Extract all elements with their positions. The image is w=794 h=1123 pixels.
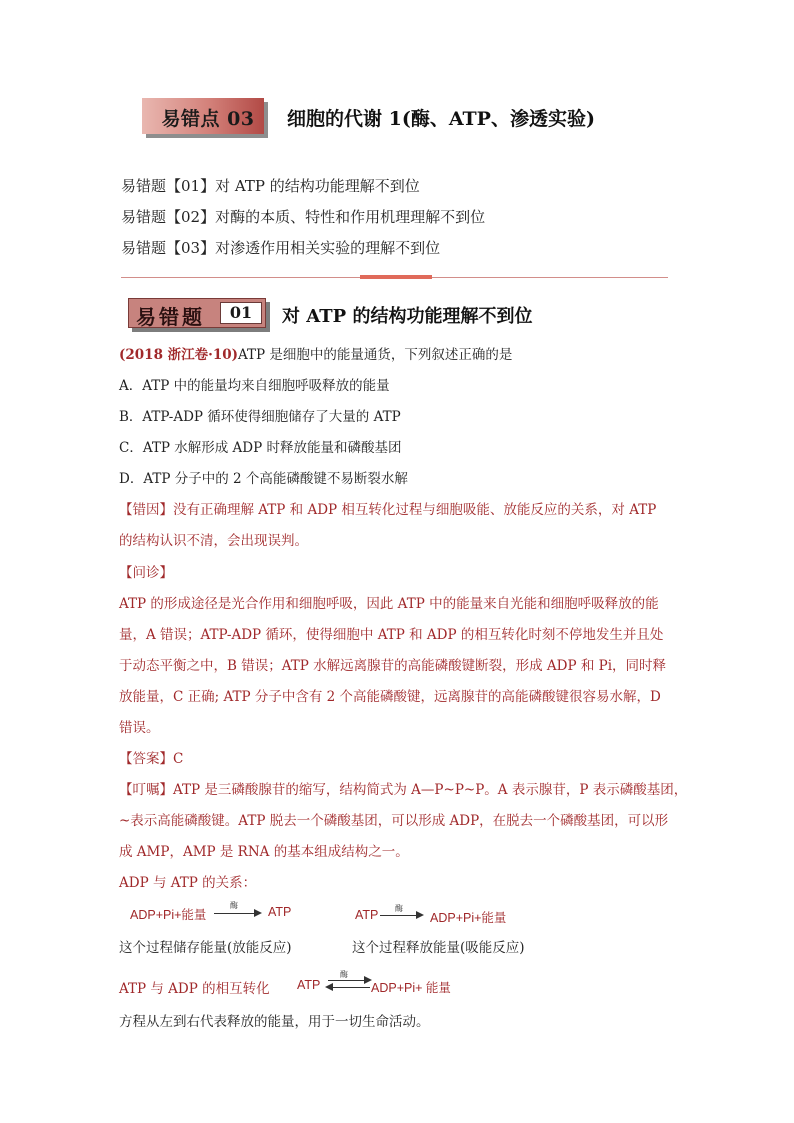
eq1-enzyme: 酶 — [230, 901, 238, 910]
diagnosis-label: 【问诊】 — [119, 565, 173, 581]
reminder-text-1: ATP 是三磷酸腺苷的缩写，结构简式为 A—P~P~P。A 表示腺苷，P 表示磷酸基团， — [173, 782, 688, 798]
eq1-arrow-head — [254, 909, 262, 917]
eq1-right: ATP — [268, 905, 292, 919]
eq3-arrow-left-head — [325, 983, 333, 991]
diagnosis-line-2: 量，A 错误；ATP-ADP 循环，使得细胞中 ATP 和 ADP 的相互转化时刻不停地发生并且处 — [119, 627, 664, 643]
error-cause-text-2: 的结构认识不清，会出现误判。 — [119, 533, 308, 549]
diagnosis-line-1: ATP 的形成途径是光合作用和细胞呼吸，因此 ATP 中的能量来自光能和细胞呼吸释放的能 — [119, 596, 659, 612]
eq3-arrow-bottom-line — [332, 987, 370, 988]
eq3-enzyme: 酶 — [340, 970, 348, 979]
reminder-line-1 — [119, 778, 687, 798]
answer-value: C — [173, 751, 184, 767]
option-d: D．ATP 分子中的 2 个高能磷酸键不易断裂水解 — [119, 471, 408, 487]
answer-label: 【答案】 — [119, 751, 173, 767]
option-a: A．ATP 中的能量均来自细胞呼吸释放的能量 — [119, 378, 390, 394]
relation-title: ADP 与 ATP 的关系： — [119, 875, 257, 891]
eq3-right: ADP+Pi+ 能量 — [371, 981, 451, 995]
diagnosis-line-4: 放能量，C 正确; ATP 分子中含有 2 个高能磷酸键，远离腺苷的高能磷酸键很容易水解，D — [119, 689, 661, 705]
diagnosis-line-5: 错误。 — [119, 720, 160, 736]
eq2-enzyme: 酶 — [395, 904, 403, 913]
toc-item-3: 易错题【03】对渗透作用相关实验的理解不到位 — [121, 239, 441, 257]
toc-item-1: 易错题【01】对 ATP 的结构功能理解不到位 — [121, 177, 420, 195]
error-cause-line-1 — [119, 498, 656, 518]
eq2-left: ATP — [355, 908, 379, 922]
section-title: 对 ATP 的结构功能理解不到位 — [282, 306, 533, 327]
eq2-caption: 这个过程释放能量(吸能反应) — [352, 940, 525, 956]
option-c: C．ATP 水解形成 ADP 时释放能量和磷酸基团 — [119, 440, 402, 456]
eq2-arrow-head — [416, 911, 424, 919]
reminder-line-2: ~表示高能磷酸键。ATP 脱去一个磷酸基团，可以形成 ADP，在脱去一个磷酸基团，可以形 — [119, 813, 669, 829]
question-stem: ATP 是细胞中的能量通货，下列叙述正确的是 — [238, 347, 513, 363]
eq2-arrow-line — [380, 915, 418, 916]
toc-item-2: 易错题【02】对酶的本质、特性和作用机理理解不到位 — [121, 208, 486, 226]
option-b: B．ATP-ADP 循环使得细胞储存了大量的 ATP — [119, 409, 401, 425]
answer-line — [119, 747, 183, 767]
error-cause-label: 【错因】 — [119, 502, 173, 518]
eq1-caption: 这个过程储存能量(放能反应) — [119, 940, 292, 956]
eq3-left: ATP — [297, 978, 321, 992]
eq3-arrow-top-line — [328, 980, 368, 981]
mutual-label: ATP 与 ADP 的相互转化 — [119, 981, 270, 997]
eq1-left: ADP+Pi+能量 — [130, 908, 207, 922]
error-cause-text-1: 没有正确理解 ATP 和 ADP 相互转化过程与细胞吸能、放能反应的关系，对 ATP — [173, 502, 657, 518]
section-tag-label: 易错题 — [136, 305, 205, 329]
divider-accent — [360, 275, 432, 279]
reminder-label: 【叮嘱】 — [119, 782, 173, 798]
header-badge-label: 易错点 03 — [161, 108, 255, 130]
closing-line: 方程从左到右代表释放的能量，用于一切生命活动。 — [119, 1014, 430, 1030]
eq1-arrow-line — [214, 913, 256, 914]
page-title: 细胞的代谢 1(酶、ATP、渗透实验) — [287, 108, 595, 130]
question-stem-line — [119, 343, 512, 363]
eq2-right: ADP+Pi+能量 — [430, 911, 507, 925]
question-source: (2018 浙江卷·10) — [119, 347, 239, 363]
section-tag-number: 01 — [229, 303, 253, 322]
reminder-line-3: 成 AMP，AMP 是 RNA 的基本组成结构之一。 — [119, 844, 409, 860]
diagnosis-line-3: 于动态平衡之中，B 错误；ATP 水解远离腺苷的高能磷酸键断裂，形成 ADP 和 Pi，同时释 — [119, 658, 667, 674]
